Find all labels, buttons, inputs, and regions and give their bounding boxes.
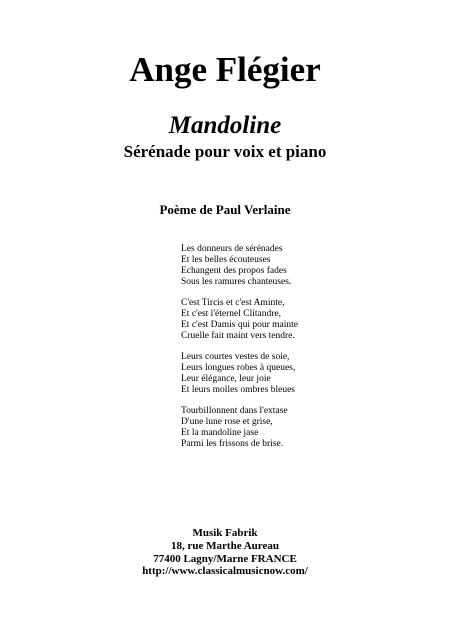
poem-line: Tourbillonnent dans l'extase <box>181 406 288 416</box>
piece-subtitle: Sérénade pour voix et piano <box>123 142 327 161</box>
poem-line: Echangent des propos fades <box>181 266 287 276</box>
poem-line: Et c'est Damis qui pour mainte <box>181 320 299 330</box>
poem-line: Parmi les frissons de brise. <box>181 439 284 449</box>
poem-stanza-1 <box>181 244 381 288</box>
publisher-city: 77400 Lagny/Marne FRANCE <box>153 552 297 565</box>
poem-stanza-2 <box>181 298 381 342</box>
composer-name: Ange Flégier <box>129 50 321 89</box>
poem-line: Leur élégance, leur joie <box>181 374 271 384</box>
poem-line: Leurs courtes vestes de soie, <box>181 352 290 362</box>
poem-text <box>181 244 381 460</box>
publisher-name: Musik Fabrik <box>192 527 258 539</box>
poem-line: C'est Tircis et c'est Aminte, <box>181 298 285 308</box>
piece-title: Mandoline <box>168 112 282 139</box>
poem-line: D'une lune rose et grise, <box>181 417 273 427</box>
poem-stanza-3 <box>181 352 381 396</box>
poem-line: Les donneurs de sérénades <box>181 244 283 254</box>
poem-stanza-4 <box>181 406 381 450</box>
poem-line: Et les belles écouteuses <box>181 255 271 265</box>
poem-line: Cruelle fait maint vers tendre. <box>181 331 295 341</box>
publisher-block <box>0 527 450 578</box>
poem-line: Et c'est l'éternel Clitandre, <box>181 309 281 319</box>
poem-line: Leurs longues robes à queues, <box>181 363 296 373</box>
publisher-street: 18, rue Marthe Aureau <box>171 539 279 552</box>
poem-line: Et la mandoline jase <box>181 428 259 438</box>
poet-credit: Poème de Paul Verlaine <box>159 202 291 217</box>
publisher-url[interactable]: http://www.classicalmusicnow.com/ <box>142 565 308 578</box>
poem-line: Et leurs molles ombres bleues <box>181 385 295 395</box>
poem-line: Sous les ramures chanteuses. <box>181 277 292 287</box>
